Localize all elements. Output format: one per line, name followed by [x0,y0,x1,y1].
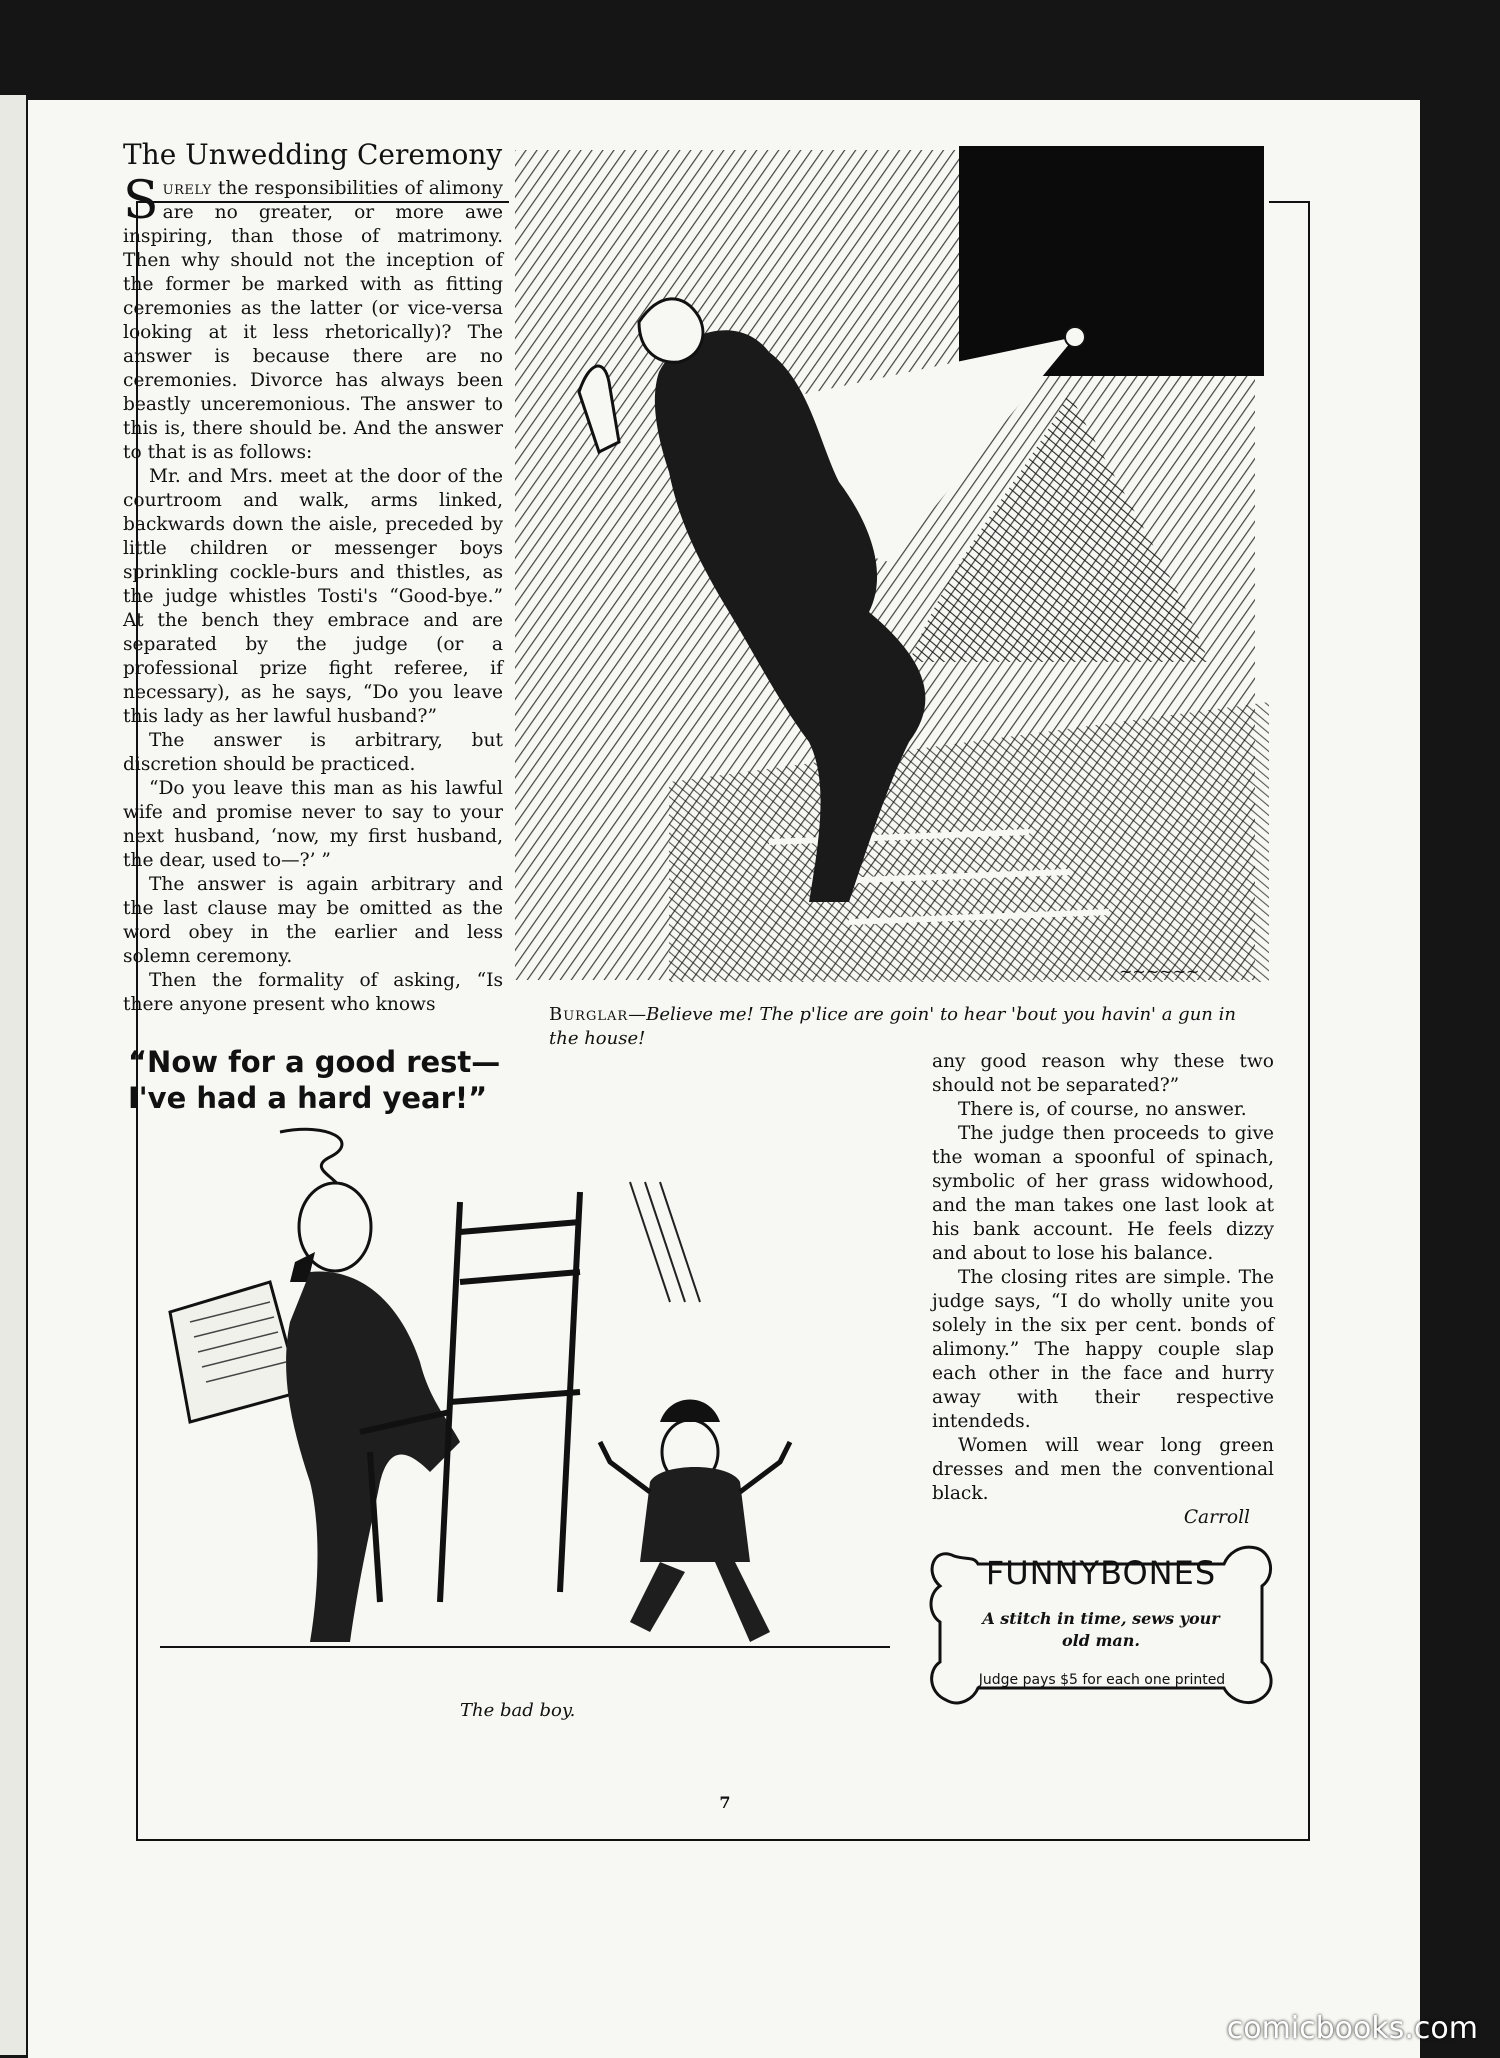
dropcap: S [123,171,159,231]
rest-cartoon-headline [128,1044,508,1116]
funnybones-note: Judge pays $5 for each one printed [978,1672,1226,1688]
article-title: The Unwedding Ceremony [123,138,503,171]
funnybones-box [926,1542,1276,1710]
article-paragraph: Women will wear long green dresses and men the conventional black. [932,1435,1274,1504]
funnybones-joke: A stitch in time, sews your old man. [982,1609,1220,1650]
bad-boy-cartoon-illustration [130,1122,910,1682]
article-paragraph: Then the formality of asking, “Is there anyone present who knows [123,970,503,1015]
article-paragraph: The judge then proceeds to give the woman a spoonful of spinach, symbolic of her grass widowhood, and the man takes one last look at his bank account. He feels dizzy and about to lose his balance. [932,1123,1274,1264]
svg-text:~~~~~~: ~~~~~~ [1119,962,1200,981]
bad-boy-caption: The bad boy. [460,1700,576,1721]
article-paragraph: The answer is arbitrary, but discretion should be practiced. [123,730,503,775]
site-watermark: comicbooks.com [1226,2011,1478,2046]
scan-edge [0,95,26,2055]
article-paragraph: The closing rites are simple. The judge says, “I do wholly unite you solely in the six per cent. bonds of alimony.” The happy couple slap each other in the face and hurry away with their respective intendeds. [932,1267,1274,1432]
article-paragraph: Mr. and Mrs. meet at the door of the courtroom and walk, arms linked, backwards down the aisle, preceded by little children or messenger boys sprinkling cockle-burs and thistles, as the judge whistles Tosti's “Good-bye.” At the bench they embrace and are separated by the judge (or a professional prize fight referee, if necessary), as he says, “Do you leave this lady as her lawful husband?” [123,466,503,727]
lead-smallcaps: urely [162,178,212,199]
caption-speaker: Burglar [549,1004,629,1025]
article-column-right [932,1050,1274,1530]
article-column-left [123,171,503,1017]
burglar-cartoon-illustration [509,142,1269,992]
headline-line: I've had a hard year!” [128,1081,488,1115]
article-paragraph: The answer is again arbitrary and the last clause may be omitted as the word obey in the earlier and less solemn ceremony. [123,874,503,967]
funnybones-title: FUNNYBONES [985,1554,1217,1592]
article-paragraph: “Do you leave this man as his lawful wife and promise never to say to your next husband, ‘now, my first husband, the dear, used to—?’ ” [123,778,503,871]
burglar-caption [549,1003,1249,1051]
article-paragraph: There is, of course, no answer. [958,1099,1247,1120]
lead-text: the responsibilities of alimony are no greater, or more awe inspiring, than those of matrimony. Then why should not the inception of the former be marked with as fitting ceremonies as the latter (or vice-versa looking at it less rhetorically)? The answer is because there are no ceremonies. Divorce has always been beastly unceremonious. The answer to this is, there should be. And the answer to that is as follows: [123,178,503,463]
article-continuation: any good reason why these two should not be separated?” [932,1051,1274,1096]
article-lead-paragraph [123,171,503,465]
page-number: 7 [719,1793,731,1812]
article-signature: Carroll [1183,1507,1250,1528]
caption-line: —Believe me! The p'lice are goin' to hear 'bout you havin' a gun in the house! [549,1004,1236,1049]
headline-line: “Now for a good rest— [128,1045,501,1079]
